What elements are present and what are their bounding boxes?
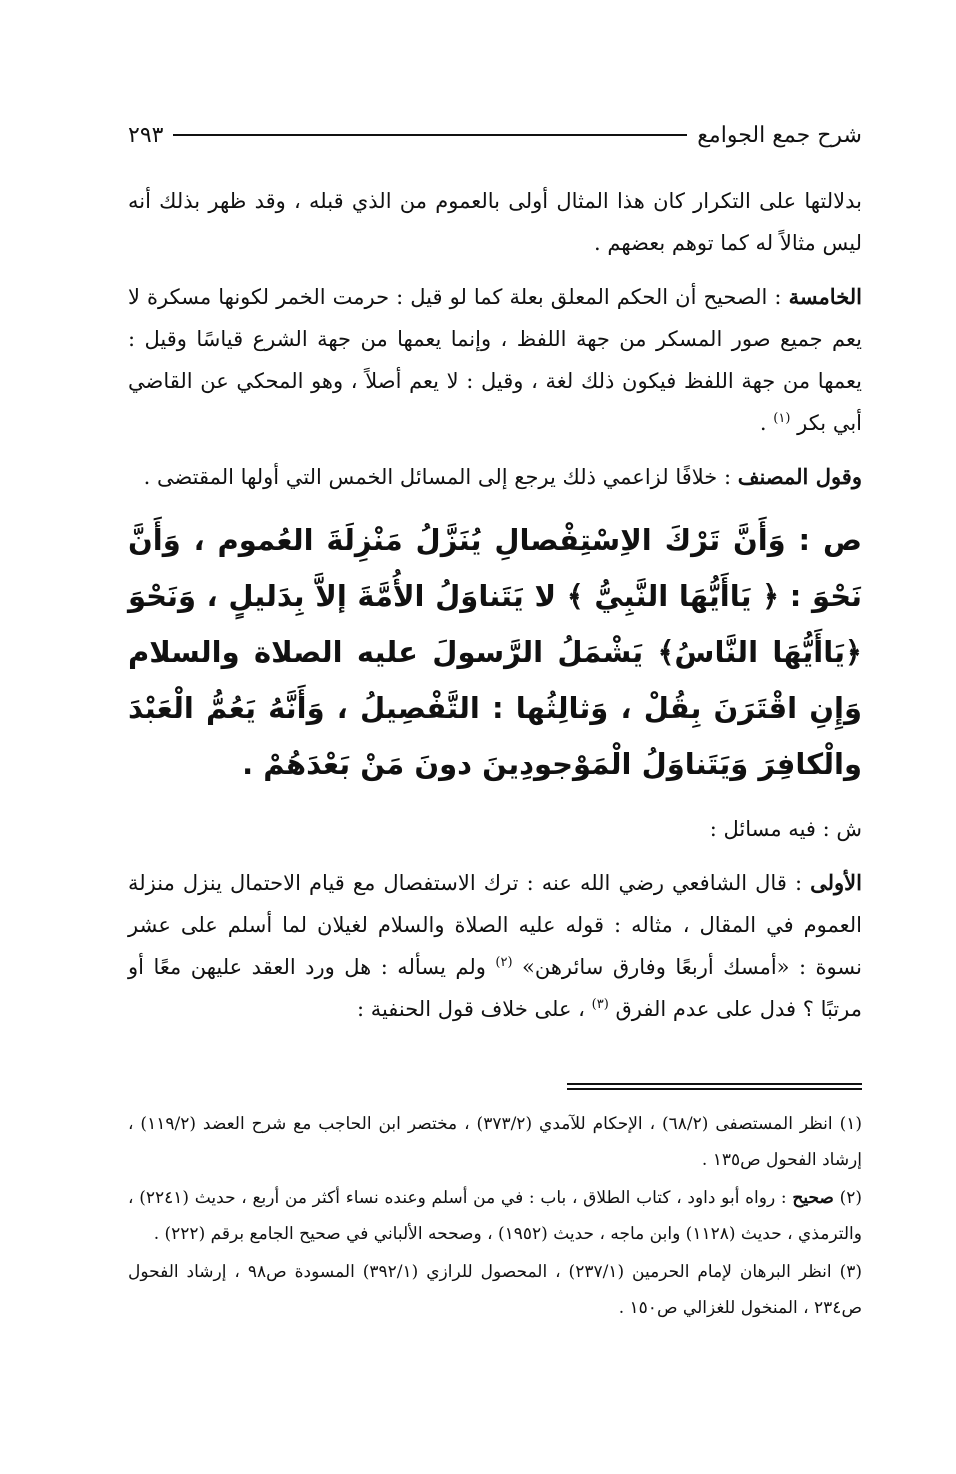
sharh-intro: ش : فيه مسائل : xyxy=(709,817,862,841)
matn-text: ص : وَأَنَّ تَرْكَ الاِسْتِفْصالِ يُنَزَّلُ مَنْزِلَةَ العُموم ، وَأَنَّ نَحْوَ : ﴿ يَاأَيُّهَا النَّبِيُّ ﴾ لا يَتَناوَلُ الأُمَّةَ إلاَّ بِدَليلٍ ، وَنَحْوَ ﴿يَاأَيُّهَا النَّاسُ﴾ يَشْمَلُ الرَّسولَ عليه الصلاة والسلام وَإِنِ اقْتَرَنَ بِقُلْ ، وَثالِثُها : التَّفْصِيلُ ، وَأَنَّهُ يَعُمُّ الْعَبْدَ والْكافِرَ وَيَتَناوَلُ الْمَوْجودِينَ دونَ مَنْ بَعْدَهُمْ . xyxy=(128,523,862,781)
paragraph-3-text: : خلافًا لزاعمي ذلك يرجع إلى المسائل الخمس التي أولها المقتضى . xyxy=(143,465,732,489)
main-text xyxy=(128,180,862,1042)
paragraph-5-text-a: : قال الشافعي رضي الله عنه : ترك الاستفصال مع قيام الاحتمال ينزل منزلة العموم في المقال ، مثاله : قوله عليه الصلاة والسلام لغيلان لما أسلم على عشر نسوة : «أمسك أربعًا وفارق سائرهن» xyxy=(128,871,862,979)
paragraph-2-end: . xyxy=(759,411,767,435)
running-header xyxy=(128,118,862,152)
footnote-ref-2[interactable]: (٢) xyxy=(495,955,513,970)
footnote-2-text: : رواه أبو داود ، كتاب الطلاق ، باب : في من أسلم وعنده نساء أكثر من أربع ، حديث (٢٢٤١) ، والترمذي ، حديث (١١٢٨) وابن ماجه ، حديث (١٩٥٢) ، وصححه الألباني في صحيح الجامع برقم (٢٢٢) . xyxy=(128,1188,862,1244)
paragraph-5 xyxy=(128,862,862,1030)
footnote-2-label: (٢) xyxy=(839,1188,862,1208)
footnote-ref-1[interactable]: (١) xyxy=(773,411,791,426)
footnotes xyxy=(128,1106,862,1328)
paragraph-3 xyxy=(128,456,862,498)
header-title: شرح جمع الجوامع xyxy=(697,122,862,148)
paragraph-5-text-b: ولم يسأله : هل ورد العقد عليهن معًا أو مرتبًا ؟ فدل على عدم الفرق xyxy=(128,955,862,1021)
footnote-2 xyxy=(128,1180,862,1252)
footnote-ref-3[interactable]: (٣) xyxy=(591,997,609,1012)
issue-fifth-heading: الخامسة xyxy=(788,284,862,309)
paragraph-1: بدلالتها على التكرار كان هذا المثال أولى بالعموم من الذي قبله ، وقد ظهر بذلك أنه ليس مثالاً له كما توهم بعضهم . xyxy=(128,189,862,255)
footnote-3: (٣) انظر البرهان لإمام الحرمين (٢٣٧/١) ، المحصول للرازي (٣٩٢/١) المسودة ص٩٨ ، إرشاد الفحول ص٢٣٤ ، المنخول للغزالي ص١٥٠ . xyxy=(128,1262,862,1318)
footnote-1: (١) انظر المستصفى (٦٨/٢) ، الإحكام للآمدي (٣٧٣/٢) ، مختصر ابن الحاجب مع شرح العضد (١١٩/٢) ، إرشاد الفحول ص١٣٥ . xyxy=(128,1114,863,1170)
header-rule xyxy=(173,134,687,136)
paragraph-2 xyxy=(128,276,862,444)
page-number: ٢٩٣ xyxy=(128,122,164,148)
author-statement-heading: وقول المصنف xyxy=(737,464,862,489)
paragraph-2-text: : الصحيح أن الحكم المعلق بعلة كما لو قيل : حرمت الخمر لكونها مسكرة لا يعم جميع صور المسكر من جهة اللفظ ، وإنما يعمها من جهة الشرع قياسًا وقيل : يعمها من جهة اللفظ فيكون ذلك لغة ، وقيل : لا يعم أصلاً ، وهو المحكي عن القاضي أبي بكر xyxy=(128,285,862,435)
footnote-2-grade: صحيح xyxy=(792,1188,834,1208)
issue-first-heading: الأولى xyxy=(810,870,862,895)
paragraph-5-text-c: ، على خلاف قول الحنفية : xyxy=(356,997,585,1021)
footnote-separator xyxy=(567,1083,862,1093)
